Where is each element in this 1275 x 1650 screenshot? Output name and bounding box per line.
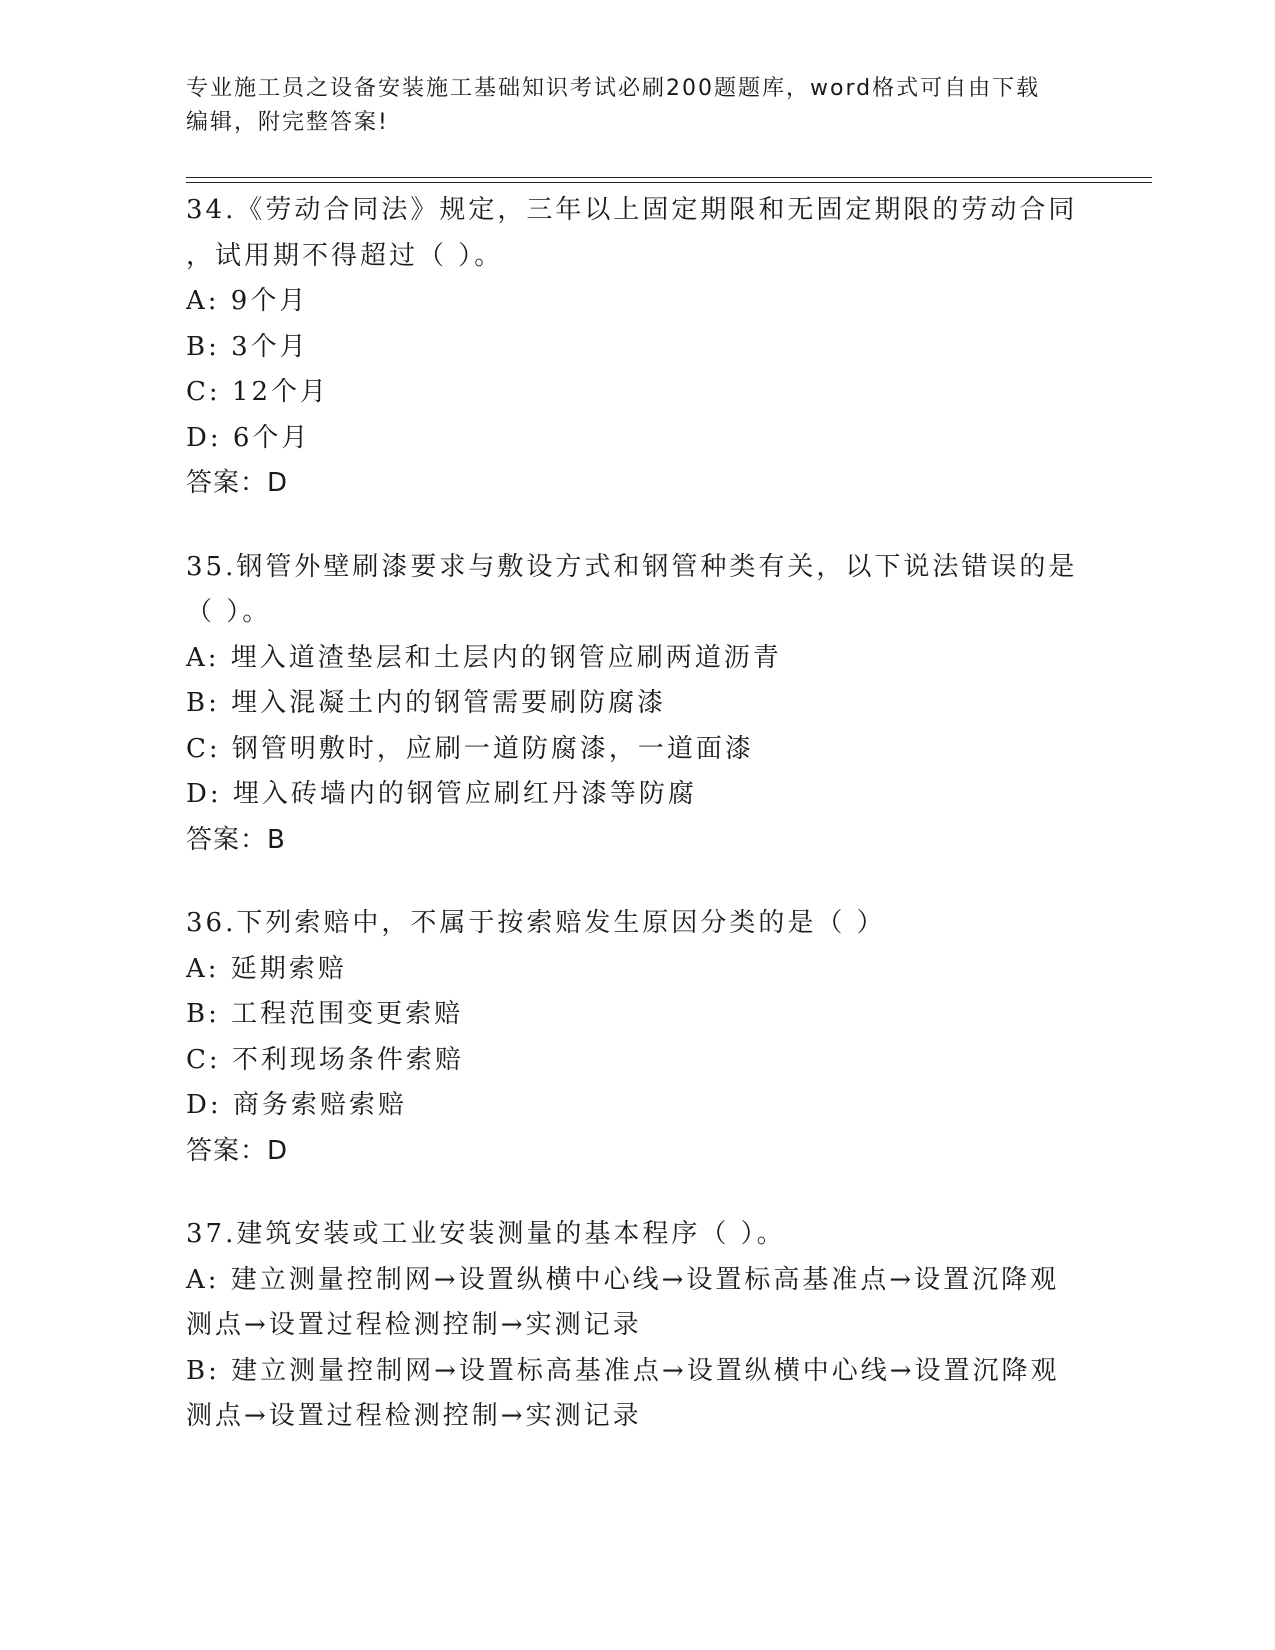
answer-line: 答案：D: [186, 1135, 289, 1166]
question-text-line: （ ）。: [186, 597, 272, 627]
option-d: D: 6个月: [186, 422, 311, 453]
option-c: C: 12个月: [186, 377, 330, 407]
question-text-line: 37.建筑安装或工业安装测量的基本程序（ ）。: [186, 1219, 786, 1249]
option-a: A: 建立测量控制网→设置纵横中心线→设置标高基准点→设置沉降观: [186, 1264, 1060, 1295]
option-d: D: 埋入砖墙内的钢管应刷红丹漆等防腐: [186, 779, 697, 809]
option-c: C: 钢管明敷时，应刷一道防腐漆，一道面漆: [186, 733, 754, 764]
option-a-continued: 测点→设置过程检测控制→实测记录: [186, 1310, 642, 1340]
option-c: C: 不利现场条件索赔: [186, 1044, 464, 1075]
question-list: [186, 188, 1086, 1478]
header-line-1: 专业施工员之设备安装施工基础知识考试必刷200题题库，word格式可自由下载: [186, 76, 1041, 101]
option-a: A: 埋入道渣垫层和土层内的钢管应刷两道沥青: [186, 642, 782, 673]
option-b: B: 建立测量控制网→设置标高基准点→设置纵横中心线→设置沉降观: [186, 1355, 1060, 1386]
header-line-2: 编辑，附完整答案!: [186, 110, 389, 135]
option-b: B: 3个月: [186, 331, 309, 362]
question-text-line: ，试用期不得超过（ ）。: [186, 240, 504, 271]
option-a: A: 9个月: [186, 286, 309, 316]
question-37: [186, 1212, 1086, 1440]
question-text-line: 36.下列索赔中，不属于按索赔发生原因分类的是（ ）: [186, 908, 886, 938]
header-divider-bottom: [186, 182, 1152, 183]
question-36: [186, 901, 1086, 1174]
document-header: [186, 72, 1066, 140]
answer-line: 答案：D: [186, 468, 289, 498]
option-b: B: 埋入混凝土内的钢管需要刷防腐漆: [186, 688, 667, 718]
answer-line: 答案：B: [186, 824, 286, 855]
question-text-line: 34.《劳动合同法》规定，三年以上固定期限和无固定期限的劳动合同: [186, 195, 1078, 225]
question-34: [186, 188, 1086, 507]
option-d: D: 商务索赔索赔: [186, 1090, 407, 1120]
header-divider-top: [186, 177, 1152, 178]
option-b: B: 工程范围变更索赔: [186, 999, 464, 1029]
question-35: [186, 545, 1086, 864]
question-text-line: 35.钢管外壁刷漆要求与敷设方式和钢管种类有关，以下说法错误的是: [186, 551, 1078, 582]
option-b-continued: 测点→设置过程检测控制→实测记录: [186, 1401, 642, 1431]
option-a: A: 延期索赔: [186, 953, 347, 984]
